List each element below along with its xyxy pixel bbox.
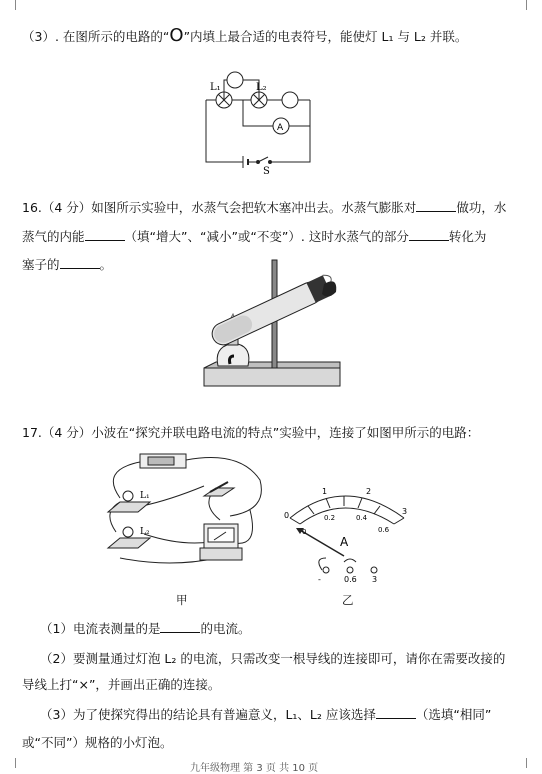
q17-part2-line2: 导线上打“×”，并画出正确的连接。: [22, 677, 221, 692]
dial-inner-tick: 0.2: [324, 514, 336, 522]
answer-blank[interactable]: [60, 256, 100, 269]
crop-mark: [5, 758, 16, 768]
terminal-label: -: [318, 575, 321, 584]
lamp-l2-label: L₂: [140, 527, 150, 537]
ammeter-dial-figure: [278, 478, 414, 586]
q16-line3: 塞子的 。: [22, 257, 113, 272]
ammeter-label: A: [277, 123, 284, 133]
q17-part3-line1: （3）为了使探究得出的结论具有普遍意义，L₁、L₂ 应该选择 （选填“相同”: [40, 707, 492, 722]
answer-blank[interactable]: [416, 199, 456, 212]
q16-line2: 蒸气的内能 （填“增大”、“减小”或“不变”）. 这时水蒸气的部分 转化为: [22, 229, 487, 244]
lamp-l2-label: L₂: [256, 82, 267, 93]
dial-inner-tick: 0: [302, 528, 307, 536]
answer-blank[interactable]: [160, 620, 200, 633]
dial-unit-label: A: [340, 535, 349, 549]
q17-part2-line1: （2）要测量通过灯泡 L₂ 的电流，只需改变一根导线的连接即可，请你在需要改接的: [40, 651, 506, 666]
terminal-label: 3: [372, 575, 378, 584]
crop-mark: [526, 758, 537, 768]
dial-outer-tick: 0: [284, 511, 290, 520]
crop-mark: [5, 0, 16, 10]
dial-inner-tick: 0.6: [378, 526, 390, 534]
test-tube-apparatus-figure: [188, 256, 348, 402]
lamp-l1-label: L₁: [210, 82, 221, 93]
dial-inner-tick: 0.4: [356, 514, 368, 522]
answer-blank[interactable]: [409, 228, 449, 241]
q17-part3-line2: 或“不同”）规格的小灯泡。: [22, 735, 173, 750]
terminal-label: 0.6: [344, 575, 357, 584]
empty-meter-circle: [227, 72, 243, 88]
meter-circle-symbol: O: [169, 25, 184, 46]
crop-mark: [526, 0, 537, 10]
q16-line1: 16.（4 分）如图所示实验中，水蒸气会把软木塞冲出去。水蒸气膨胀对 做功，水: [22, 200, 507, 215]
dial-outer-tick: 2: [366, 487, 372, 496]
lamp-l1-label: L₁: [140, 491, 150, 501]
answer-blank[interactable]: [376, 706, 416, 719]
figure-caption-yi: 乙: [342, 593, 354, 607]
parallel-circuit-figure: [198, 68, 318, 176]
figure-caption-jia: 甲: [176, 593, 188, 607]
q17-part1: （1）电流表测量的是 的电流。: [40, 621, 251, 636]
q15-part3-text: （3）. 在图所示的电路的“O”内填上最合适的电表符号，能使灯 L₁ 与 L₂ 并联。: [22, 25, 468, 46]
answer-blank[interactable]: [85, 228, 125, 241]
q17-stem: 17.（4 分）小波在“探究并联电路电流的特点”实验中，连接了如图甲所示的电路：: [22, 425, 480, 440]
parallel-circuit-photo-figure: [100, 450, 270, 570]
empty-meter-circle: [282, 92, 298, 108]
switch-label: S: [263, 166, 270, 176]
page-footer: 九年级物理 第 3 页 共 10 页: [190, 763, 319, 774]
dial-outer-tick: 1: [322, 487, 328, 496]
dial-outer-tick: 3: [402, 507, 408, 516]
